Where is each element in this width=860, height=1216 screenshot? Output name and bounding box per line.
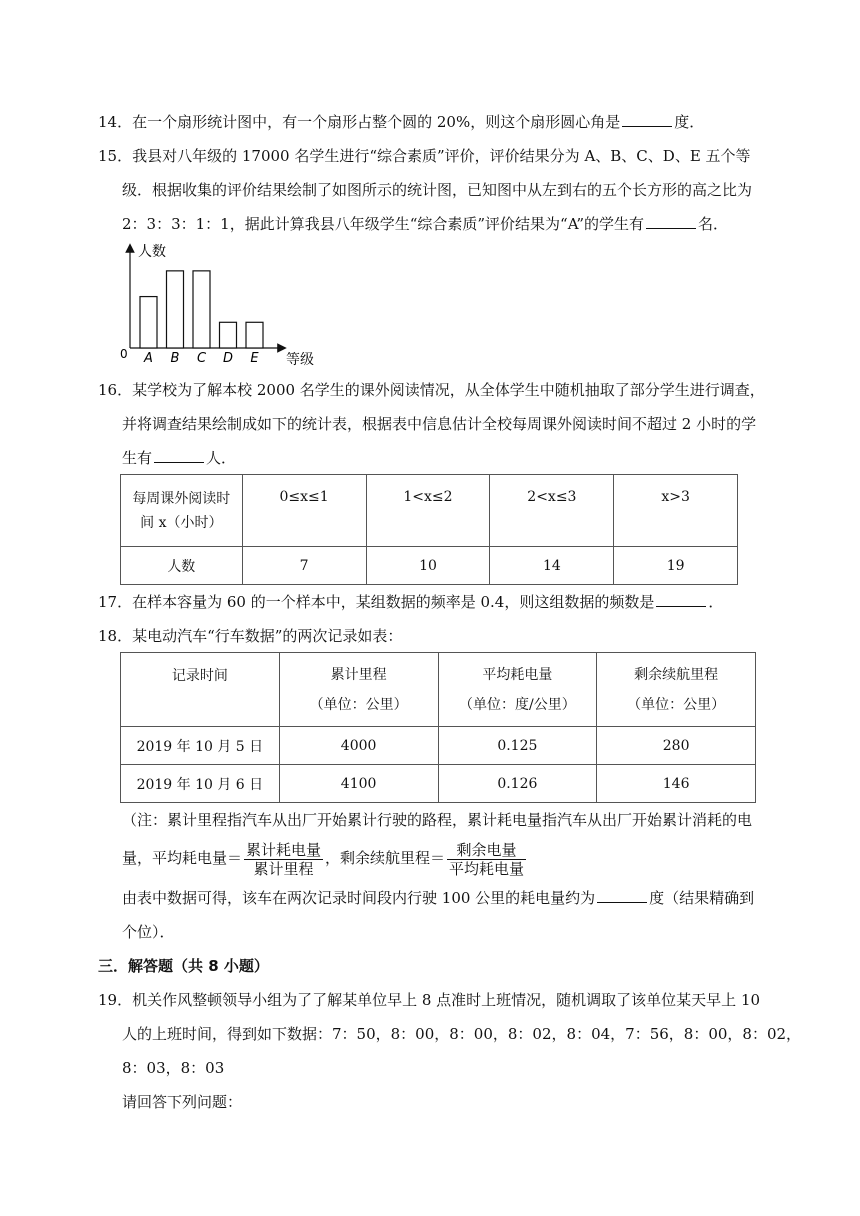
question-number: 18． — [98, 627, 133, 645]
question-15-line-1 — [98, 146, 751, 166]
question-text: 人的上班时间，得到如下数据：7：50，8：00，8：00，8：02，8：04，7：56，8：00，8：02， — [122, 1025, 802, 1043]
reading-time-table — [120, 474, 738, 585]
question-text: 在一个扇形统计图中，有一个扇形占整个圆的 20%，则这个扇形圆心角是 — [132, 113, 621, 131]
table-row-label: 人数 — [121, 547, 243, 585]
answer-blank[interactable] — [656, 592, 706, 607]
question-18-note-1 — [122, 810, 752, 830]
question-number: 16． — [98, 381, 133, 399]
header-line: 累计里程 — [330, 666, 387, 683]
category-label-E: E — [250, 351, 259, 366]
question-number: 14． — [98, 113, 133, 131]
table-col-header: 2<x≤3 — [490, 475, 614, 547]
bar-B — [167, 271, 184, 348]
answer-blank[interactable] — [597, 888, 647, 903]
question-19-line-3 — [122, 1058, 224, 1078]
question-18-note-2 — [122, 838, 528, 878]
question-number: 19． — [98, 991, 133, 1009]
fraction-numerator: 累计耗电量 — [246, 840, 322, 859]
category-label-A: A — [144, 351, 153, 366]
question-number: 15． — [98, 147, 133, 165]
driving-data-table — [120, 652, 756, 803]
header-line: （单位：度/公里） — [459, 696, 576, 713]
answer-blank[interactable] — [622, 112, 672, 127]
bar-D — [220, 322, 237, 348]
question-17 — [98, 592, 723, 612]
question-text: 级．根据收集的评价结果绘制了如图所示的统计图，已知图中从左到右的五个长方形的高之比为 — [122, 181, 753, 199]
x-axis-label: 等级 — [286, 352, 314, 368]
bar-E — [246, 322, 263, 348]
question-text: 个位）． — [122, 923, 175, 941]
question-15-line-2 — [122, 180, 752, 200]
table-header-cell — [279, 653, 438, 727]
table-cell: 10 — [366, 547, 490, 585]
question-text-end: 人． — [206, 449, 237, 467]
grade-bar-chart — [112, 240, 332, 368]
question-text: 请回答下列问题： — [122, 1093, 243, 1111]
answer-blank[interactable] — [646, 214, 696, 229]
question-text: 机关作风整顿领导小组为了了解某单位早上 8 点准时上班情况，随机调取了该单位某天早上 10 — [132, 991, 761, 1009]
category-label-B: B — [170, 351, 180, 366]
table-cell: 4000 — [279, 727, 438, 765]
question-text-end: ． — [708, 593, 724, 611]
header-line: 每周课外阅读时 — [132, 490, 231, 507]
question-text: 某学校为了解本校 2000 名学生的课外阅读情况，从全体学生中随机抽取了部分学生进行调查， — [132, 381, 765, 399]
table-cell: 4100 — [279, 765, 438, 803]
answer-blank[interactable] — [154, 448, 204, 463]
note-text: 量，平均耗电量＝ — [122, 849, 243, 867]
question-text: 在样本容量为 60 的一个样本中，某组数据的频率是 0.4，则这组数据的频数是 — [132, 593, 655, 611]
table-cell: 0.126 — [438, 765, 597, 803]
remaining-range-fraction — [447, 841, 526, 878]
table-header-cell — [597, 653, 756, 727]
question-text: 8：03，8：03 — [122, 1059, 225, 1077]
question-19-line-1 — [98, 990, 760, 1010]
question-text: 2：3：3：1：1，据此计算我县八年级学生“综合素质”评价结果为“A”的学生有 — [122, 215, 645, 233]
header-line: 剩余续航里程 — [634, 666, 719, 683]
question-text: 度（结果精确到 — [649, 889, 755, 907]
bar-A — [140, 297, 157, 348]
question-14 — [98, 112, 704, 132]
fraction-denominator: 平均耗电量 — [449, 859, 525, 878]
question-15-line-3 — [122, 214, 728, 234]
table-cell-date: 2019 年 10 月 5 日 — [121, 727, 280, 765]
table-col-header: 1<x≤2 — [366, 475, 490, 547]
question-18-question-line-2 — [122, 922, 175, 942]
question-text: 并将调查结果绘制成如下的统计表，根据表中信息估计全校每周课外阅读时间不超过 2 小时的学 — [122, 415, 757, 433]
table-cell: 14 — [490, 547, 614, 585]
question-number: 17． — [98, 593, 133, 611]
question-text: 由表中数据可得，该车在两次记录时间段内行驶 100 公里的耗电量约为 — [122, 889, 596, 907]
origin-label: 0 — [120, 347, 128, 361]
question-19-line-2 — [122, 1024, 801, 1044]
bar-C — [193, 271, 210, 348]
header-line: 间 x（小时） — [140, 514, 223, 531]
table-col-header: 0≤x≤1 — [242, 475, 366, 547]
question-text: 生有 — [122, 449, 153, 467]
header-line: （单位：公里） — [309, 696, 408, 713]
question-16-line-1 — [98, 380, 765, 400]
question-text-end: 度． — [674, 113, 705, 131]
table-header-cell — [121, 475, 243, 547]
question-19-line-4 — [122, 1092, 242, 1112]
table-header-cell: 记录时间 — [121, 653, 280, 727]
table-cell: 146 — [597, 765, 756, 803]
y-axis-label: 人数 — [138, 244, 166, 260]
question-text: 某电动汽车“行车数据”的两次记录如表： — [132, 627, 403, 645]
section-heading: 三．解答题（共 8 小题） — [98, 957, 269, 975]
question-18-intro — [98, 626, 402, 646]
table-cell: 19 — [614, 547, 738, 585]
category-label-D: D — [222, 351, 234, 366]
note-text: （注：累计里程指汽车从出厂开始累计行驶的路程，累计耗电量指汽车从出厂开始累计消耗的电 — [122, 811, 753, 829]
table-header-cell — [438, 653, 597, 727]
header-line: （单位：公里） — [627, 696, 726, 713]
table-col-header: x>3 — [614, 475, 738, 547]
table-cell: 7 — [242, 547, 366, 585]
question-16-line-2 — [122, 414, 756, 434]
table-cell-date: 2019 年 10 月 6 日 — [121, 765, 280, 803]
question-text: 我县对八年级的 17000 名学生进行“综合素质”评价，评价结果分为 A、B、C、D、E 五个等 — [132, 147, 751, 165]
category-label-C: C — [196, 351, 207, 366]
fraction-numerator: 剩余电量 — [447, 841, 526, 860]
header-line: 平均耗电量 — [482, 666, 553, 683]
question-text-end: 名． — [698, 215, 729, 233]
question-18-question-line-1 — [122, 888, 754, 908]
question-16-line-3 — [122, 448, 236, 468]
note-text: ，剩余续航里程＝ — [325, 849, 446, 867]
average-consumption-fraction — [244, 841, 323, 878]
fraction-denominator: 累计里程 — [253, 859, 314, 878]
table-cell: 280 — [597, 727, 756, 765]
table-cell: 0.125 — [438, 727, 597, 765]
